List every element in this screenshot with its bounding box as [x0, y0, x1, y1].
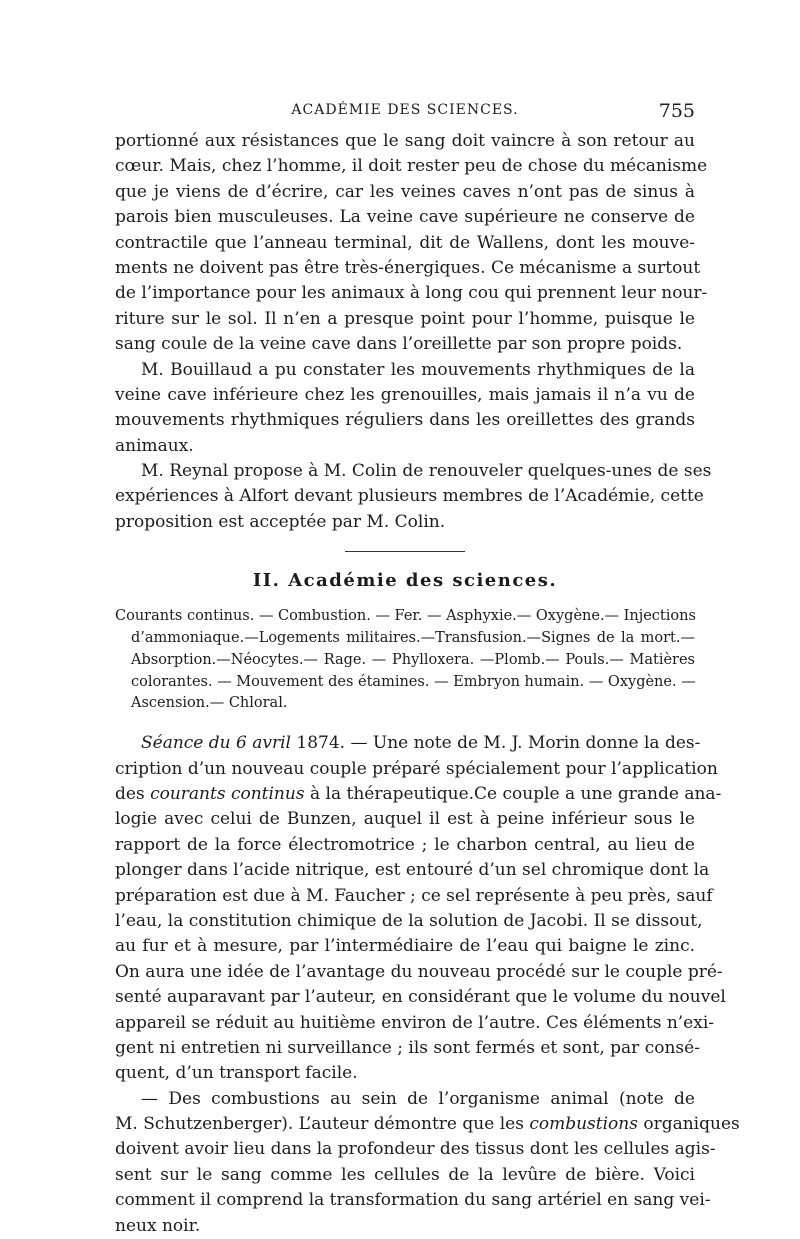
keyword-line: d’ammoniaque.—Logements militaires.—Transfusion.—Signes de la mort.— — [131, 630, 695, 647]
text-line: appareil se réduit au huitième environ de l’autre. Ces éléments n’exi- — [115, 1012, 715, 1033]
text-line: M. Bouillaud a pu constater les mouvements rhythmiques de la — [141, 359, 695, 380]
paragraph-session — [115, 731, 726, 1086]
text-line: riture sur le sol. Il n’en a presque point pour l’homme, puisque le — [115, 308, 695, 329]
text-line: expériences à Alfort devant plusieurs membres de l’Académie, cette — [115, 486, 704, 507]
running-title: ACADÉMIE DES SCIENCES. — [291, 102, 519, 118]
text-line: M. Schutzenberger). L’auteur démontre que les combustions organiques — [115, 1114, 740, 1135]
text-line: comment il comprend la transformation du sang artériel en sang vei- — [115, 1190, 711, 1211]
text-line: M. Reynal propose à M. Colin de renouveler quelques-unes de ses — [141, 461, 712, 482]
text-line: sang coule de la veine cave dans l’oreillette par son propre poids. — [115, 334, 683, 355]
text-line: On aura une idée de l’avantage du nouveau procédé sur le couple pré- — [115, 961, 723, 982]
text-line: gent ni entretien ni surveillance ; ils sont fermés et sont, par consé- — [115, 1037, 700, 1058]
session-date: 6 avril — [236, 733, 291, 754]
text-line: de l’importance pour les animaux à long cou qui prennent leur nour- — [115, 283, 708, 304]
text-line: que je viens de d’écrire, car les veines caves n’ont pas de sinus à — [115, 181, 695, 202]
keyword-line: Ascension.— Chloral. — [131, 695, 288, 712]
keyword-line: Absorption.—Néocytes.— Rage. — Phylloxera. —Plomb.— Pouls.— Matières — [131, 651, 695, 668]
text-line: plonger dans l’acide nitrique, est entouré d’un sel chromique dont la — [115, 860, 710, 881]
keyword-summary — [115, 606, 695, 715]
session-intro: 1874. — Une note de M. J. Morin donne la des- — [296, 733, 701, 754]
text-line: mouvements rhythmiques réguliers dans les oreillettes des grands — [115, 410, 695, 431]
text-line: des courants continus à la thérapeutique.Ce couple a une grande ana- — [115, 784, 722, 805]
page-number: 755 — [658, 100, 695, 122]
text-line — [115, 731, 701, 756]
text-line: neux noir. — [115, 1215, 201, 1236]
text-line: senté auparavant par l’auteur, en considérant que le volume du nouvel — [115, 987, 726, 1008]
text-line: ments ne doivent pas être très-énergiques. Ce mécanisme a surtout — [115, 257, 701, 278]
page-header — [115, 100, 695, 124]
text-line: — Des combustions au sein de l’organisme animal (note de — [141, 1088, 695, 1109]
text-line: portionné aux résistances que le sang doit vaincre à son retour au — [115, 131, 695, 151]
paragraph-bouillaud — [115, 358, 695, 460]
page-body — [115, 129, 740, 1239]
section-title: II. Académie des sciences. — [252, 570, 558, 592]
text-line: rapport de la force électromotrice ; le charbon central, au lieu de — [115, 834, 695, 855]
text-line: au fur et à mesure, par l’intermédiaire de l’eau qui baigne le zinc. — [115, 936, 695, 957]
session-label: Séance du — [141, 733, 231, 754]
text-line: parois bien musculeuses. La veine cave supérieure ne conserve de — [115, 207, 695, 228]
text-line: l’eau, la constitution chimique de la solution de Jacobi. Il se dissout, — [115, 910, 703, 931]
italic-term: combustions — [529, 1114, 638, 1135]
section-divider — [345, 551, 465, 552]
text-line: sent sur le sang comme les cellules de la levûre de bière. Voici — [115, 1164, 695, 1185]
keyword-line: colorantes. — Mouvement des étamines. — Embryon humain. — Oxygène. — — [131, 673, 696, 690]
text-line: proposition est acceptée par M. Colin. — [115, 511, 446, 532]
text-line: cœur. Mais, chez l’homme, il doit rester peu de chose du mécanisme — [115, 156, 708, 177]
keyword-line: Courants continus. — Combustion. — Fer. — Asphyxie.— Oxygène.— Injections — [115, 608, 696, 625]
text-line: animaux. — [115, 435, 194, 456]
text-line: contractile que l’anneau terminal, dit de Wallens, dont les mouve- — [115, 232, 695, 253]
text-line: préparation est due à M. Faucher ; ce sel représente à peu près, sauf — [115, 885, 713, 906]
text-line: logie avec celui de Bunzen, auquel il est à peine inférieur sous le — [115, 809, 695, 830]
text-line: cription d’un nouveau couple préparé spécialement pour l’application — [115, 758, 718, 779]
text-line: quent, d’un transport facile. — [115, 1063, 358, 1084]
italic-term: courants continus — [150, 784, 305, 805]
paragraph-combustions — [115, 1087, 740, 1239]
paragraph-heart-mechanism — [115, 129, 708, 358]
paragraph-reynal — [115, 459, 712, 535]
text-line: doivent avoir lieu dans la profondeur des tissus dont les cellules agis- — [115, 1139, 716, 1160]
text-line: veine cave inférieure chez les grenouilles, mais jamais il n’a vu de — [115, 384, 695, 405]
